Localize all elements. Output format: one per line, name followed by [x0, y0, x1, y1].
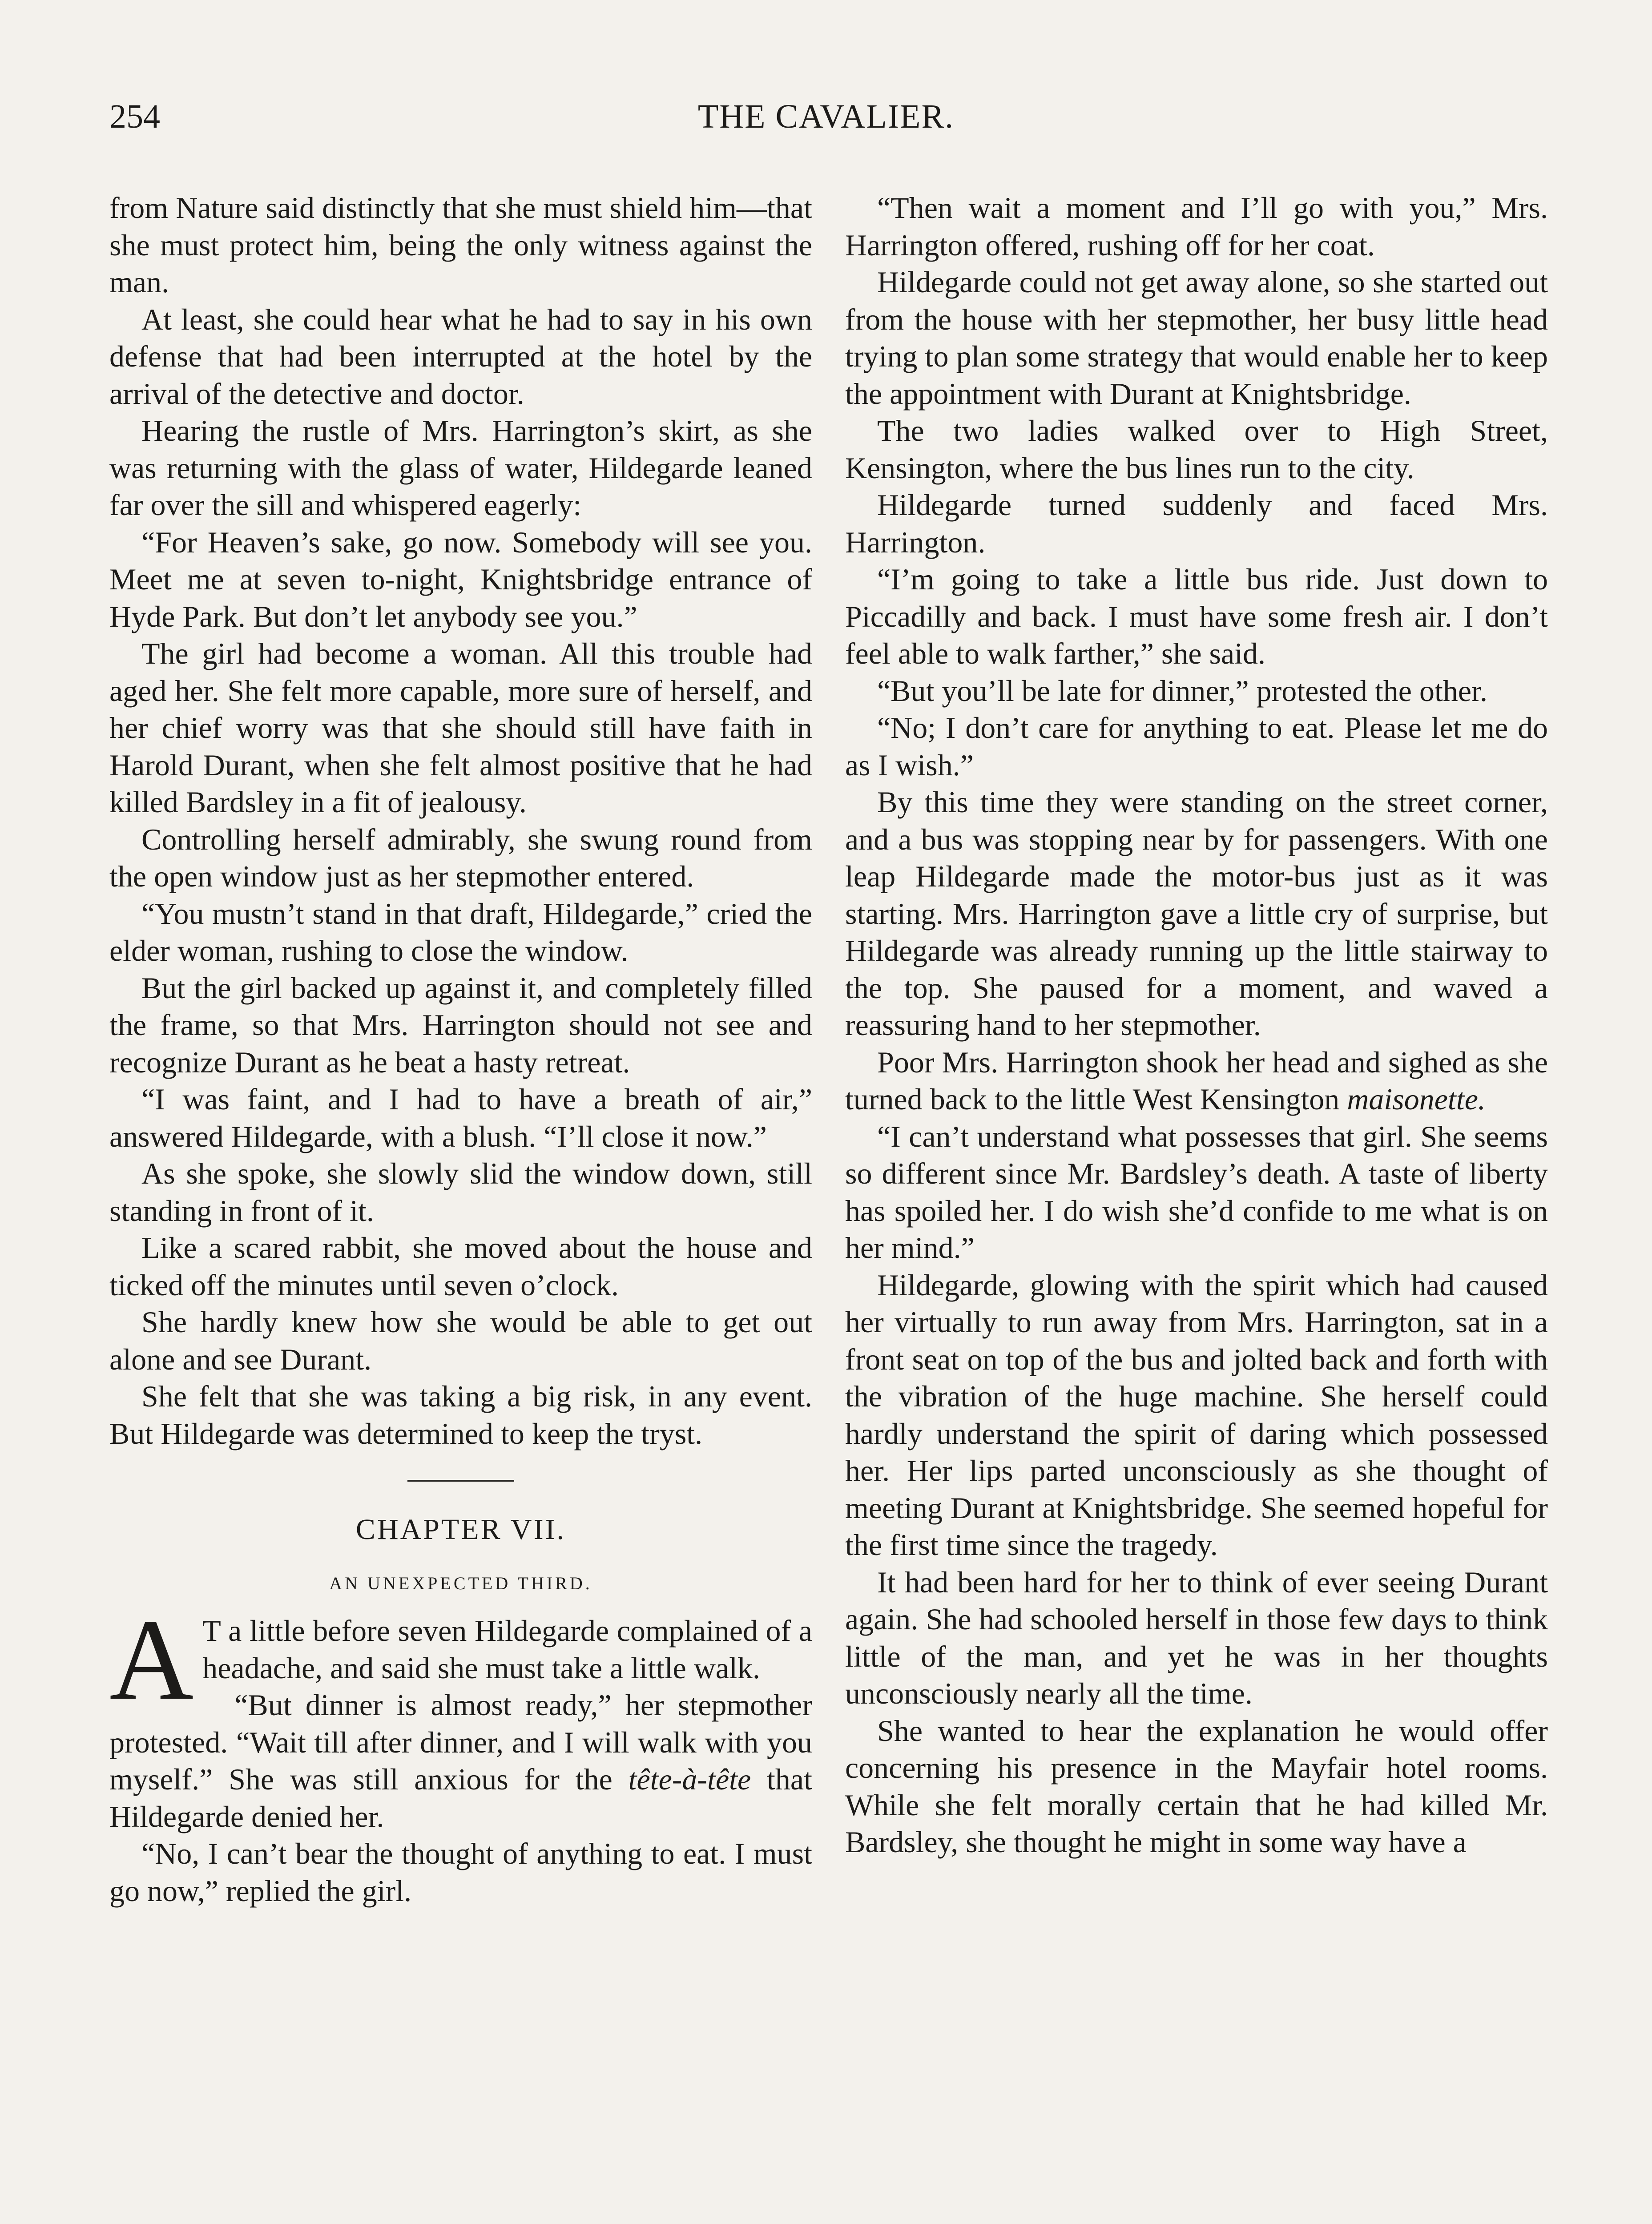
paragraph: She hardly knew how she would be able to get out alone and see Durant.: [109, 1305, 812, 1376]
paragraph: “No, I can’t bear the thought of anything to eat. I must go now,” replied the girl.: [109, 1837, 812, 1908]
paragraph: “But you’ll be late for dinner,” protested the other.: [877, 673, 1487, 708]
page-number: 254: [109, 98, 160, 135]
chapter-heading: CHAPTER VII.: [355, 1513, 566, 1546]
paragraph: The girl had become a woman. All this trouble had aged her. She felt more capable, more sure of herself, and her chief worry was that she should still have faith in Harold Durant, when she felt almost positive that he had killed Bardsley in a fit of jealousy.: [109, 637, 812, 819]
chapter-first-paragraph: [109, 1595, 812, 1724]
paragraph: By this time they were standing on the street corner, and a bus was stopping near by for passengers. With one leap Hildegarde made the motor-bus just as it was starting. Mrs. Harrington gave a little cry of surprise, but Hildegarde was already running up the little stairway to the top. She paused for a moment, and waved a reassuring hand to her stepmother.: [845, 785, 1548, 1042]
paragraph: [109, 1687, 812, 1835]
paragraph-italic: tête-à-tête: [628, 1762, 751, 1797]
paragraph: “Then wait a moment and I’ll go with you,” Mrs. Harrington offered, rushing off for her coat.: [845, 191, 1548, 262]
paragraph: The two ladies walked over to High Street, Kensington, where the bus lines run to the city.: [845, 414, 1548, 485]
running-title: THE CAVALIER.: [697, 98, 955, 135]
paragraph: Hildegarde turned suddenly and faced Mrs. Harrington.: [845, 488, 1548, 559]
paragraph: But the girl backed up against it, and completely filled the frame, so that Mrs. Harrington should not see and recognize Durant as he beat a hasty retreat.: [109, 971, 812, 1079]
paragraph: Like a scared rabbit, she moved about the house and ticked off the minutes until seven o’clock.: [109, 1231, 812, 1302]
paragraph: “You mustn’t stand in that draft, Hildegarde,” cried the elder woman, rushing to close the window.: [109, 896, 812, 967]
paragraph: It had been hard for her to think of ever seeing Durant again. She had schooled herself in those few days to think little of the man, and yet he was in her thoughts unconsciously nearly all the time.: [845, 1565, 1548, 1710]
paragraph: “I’m going to take a little bus ride. Just down to Piccadilly and back. I must have some fresh air. I don’t feel able to walk farther,” she said.: [845, 562, 1548, 670]
paragraph: As she spoke, she slowly slid the window down, still standing in front of it.: [109, 1156, 812, 1228]
paragraph-text: Poor Mrs. Harrington shook her head and sighed as she turned back to the little West Kensington: [845, 1045, 1548, 1116]
paragraph: Hearing the rustle of Mrs. Harrington’s skirt, as she was returning with the glass of water, Hildegarde leaned far over the sill and whispered eagerly:: [109, 414, 812, 522]
chapter-divider: [407, 1480, 514, 1482]
left-column: [109, 189, 812, 1910]
drop-cap: A: [109, 1595, 194, 1724]
paragraph-text: that Hildegarde denied her.: [109, 1762, 812, 1833]
paragraph: Hildegarde, glowing with the spirit which had caused her virtually to run away from Mrs. Harrington, sat in a front seat on top of the bus and jolted back and forth with the vibration of the huge machine. She herself could hardly understand the spirit of daring which possessed her. Her lips parted unconsciously as she thought of meeting Durant at Knightsbridge. She seemed hopeful for the first time since the tragedy.: [845, 1268, 1548, 1562]
paragraph: She felt that she was taking a big risk, in any event. But Hildegarde was determined to keep the tryst.: [109, 1379, 812, 1450]
paragraph: “I can’t understand what possesses that girl. She seems so different since Mr. Bardsley’s death. A taste of liberty has spoiled her. I do wish she’d confide to me what is on her mind.”: [845, 1119, 1548, 1265]
paragraph: She wanted to hear the explanation he would offer concerning his presence in the Mayfair hotel rooms. While she felt morally certain that he had killed Mr. Bardsley, she thought he might in some way have a: [845, 1713, 1548, 1859]
paragraph: “No; I don’t care for anything to eat. Please let me do as I wish.”: [845, 711, 1548, 782]
paragraph: “I was faint, and I had to have a breath of air,” answered Hildegarde, with a blush. “I’ll close it now.”: [109, 1082, 812, 1153]
paragraph: Controlling herself admirably, she swung round from the open window just as her stepmother entered.: [109, 822, 812, 893]
paragraph: [845, 1044, 1548, 1118]
paragraph: from Nature said distinctly that she must shield him—that she must protect him, being the only witness against the man.: [109, 191, 812, 299]
paragraph-italic: maisonette.: [1347, 1082, 1486, 1116]
paragraph-text: “But dinner is almost ready,” her stepmother protested. “Wait till after dinner, and I will walk with you myself.” She was still anxious for the: [109, 1688, 812, 1797]
paragraph: “For Heaven’s sake, go now. Somebody will see you. Meet me at seven to-night, Knightsbridge entrance of Hyde Park. But don’t let anybody see you.”: [109, 525, 812, 633]
chapter-first-paragraph-text: T a little before seven Hildegarde complained of a headache, and said she must take a little walk.: [202, 1614, 812, 1685]
paragraph: Hildegarde could not get away alone, so she started out from the house with her stepmother, her busy little head trying to plan some strategy that would enable her to keep the appointment with Durant at Knightsbridge.: [845, 265, 1548, 411]
paragraph: At least, she could hear what he had to say in his own defense that had been interrupted at the hotel by the arrival of the detective and doctor.: [109, 302, 812, 411]
right-column: [845, 189, 1548, 1861]
chapter-subtitle: AN UNEXPECTED THIRD.: [329, 1573, 592, 1593]
